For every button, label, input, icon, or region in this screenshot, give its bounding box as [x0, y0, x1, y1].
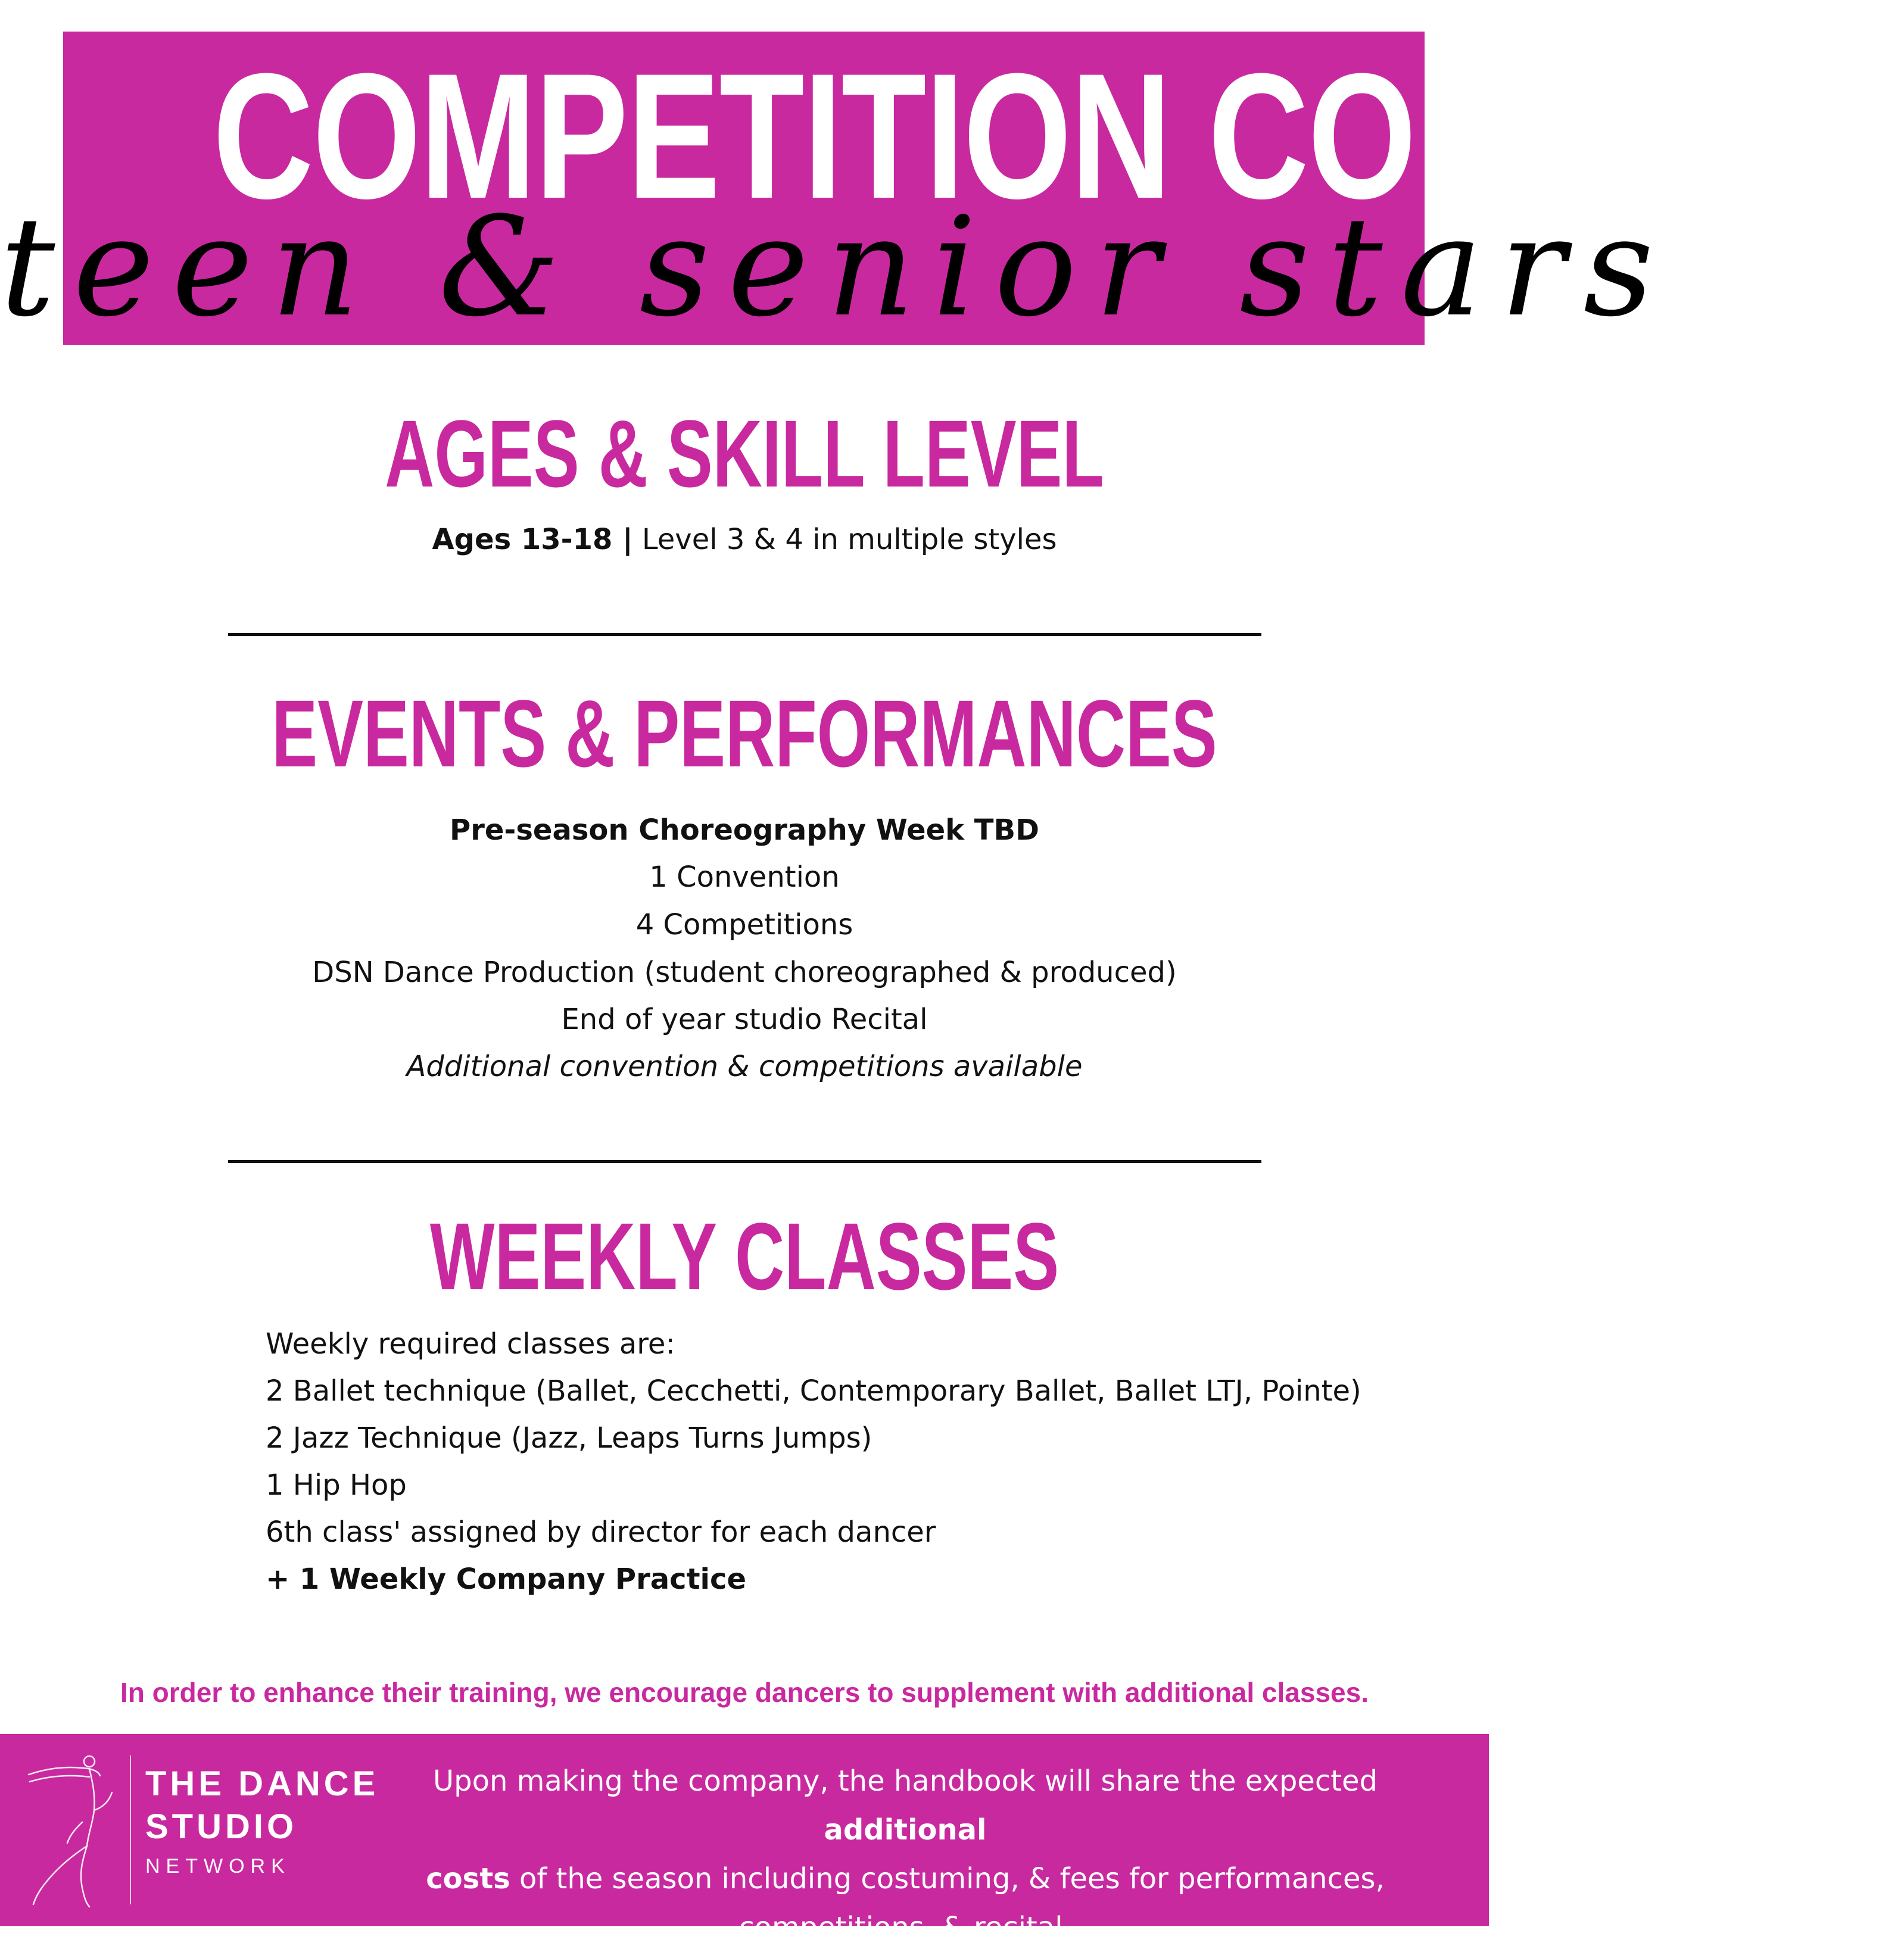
footer-note-bold: costs [426, 1862, 510, 1895]
logo-subline: NETWORK [145, 1855, 291, 1878]
event-item: Pre-season Choreography Week TBD [450, 813, 1039, 847]
class-item: + 1 Weekly Company Practice [266, 1563, 746, 1596]
logo-line: THE DANCE [145, 1764, 379, 1803]
events-heading: EVENTS & PERFORMANCES [272, 680, 1217, 787]
logo-line: STUDIO [145, 1807, 298, 1846]
footer-note-text: competitions, & recital. [738, 1911, 1072, 1944]
event-item: 1 Convention [649, 860, 840, 894]
page-title: COMPETITION COMPANY [213, 36, 1904, 236]
event-item: Additional convention & competitions available [406, 1050, 1083, 1083]
event-item: End of year studio Recital [561, 1003, 928, 1036]
encourage-note: In order to enhance their training, we encourage dancers to supplement with additional classes. [120, 1677, 1369, 1708]
skill-level: Level 3 & 4 in multiple styles [632, 523, 1057, 556]
ages-range: Ages 13-18 | [432, 523, 633, 556]
class-item: Weekly required classes are: [266, 1327, 675, 1361]
section-divider [228, 633, 1261, 636]
studio-logo [145, 1763, 379, 1884]
section-divider [228, 1160, 1261, 1163]
footer-note-bold: additional [824, 1813, 987, 1847]
event-item: DSN Dance Production (student choreographed & produced) [312, 956, 1177, 989]
dancer-logo-icon [23, 1751, 118, 1912]
event-item: 4 Competitions [635, 908, 853, 941]
classes-heading: WEEKLY CLASSES [429, 1203, 1059, 1309]
page-subtitle: teen & senior stars [0, 188, 1672, 347]
footer-note-text: of the season including costuming, & fees for performances, [510, 1862, 1385, 1895]
footer-note-text: Upon making the company, the handbook will share the expected [432, 1764, 1378, 1798]
logo-divider [130, 1755, 131, 1904]
class-item: 2 Jazz Technique (Jazz, Leaps Turns Jumps) [266, 1421, 872, 1455]
class-item: 2 Ballet technique (Ballet, Cecchetti, Contemporary Ballet, Ballet LTJ, Pointe) [266, 1374, 1361, 1408]
class-item: 1 Hip Hop [266, 1468, 407, 1502]
class-list [266, 1321, 1397, 1603]
class-item: 6th class' assigned by director for each dancer [266, 1516, 936, 1549]
ages-line [0, 522, 1489, 557]
footer-note [351, 1757, 1459, 1952]
ages-heading: AGES & SKILL LEVEL [385, 400, 1104, 507]
